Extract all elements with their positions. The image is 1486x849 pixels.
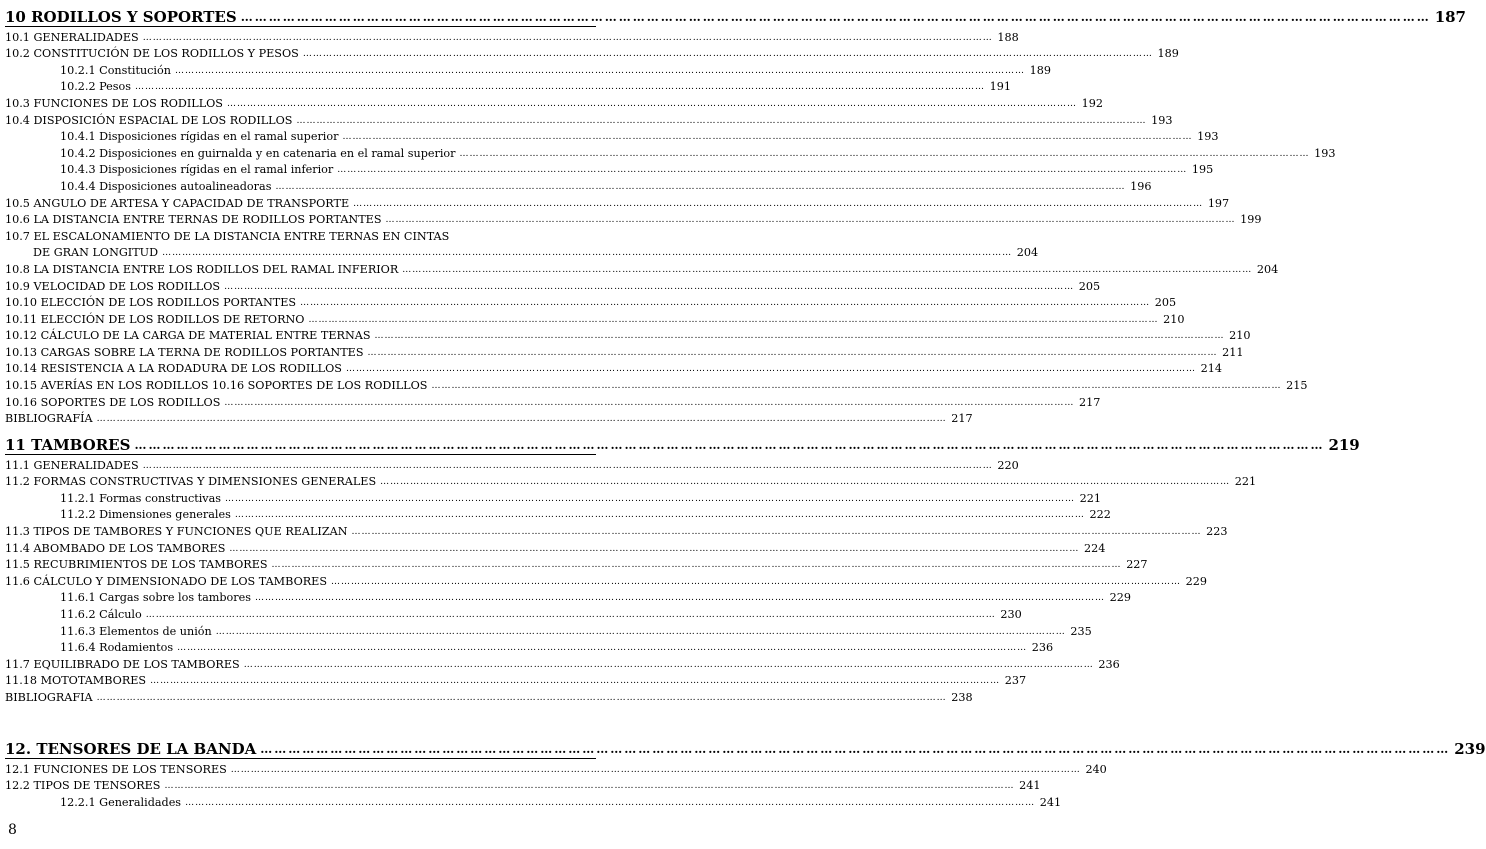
dot-leader [134,436,1324,454]
toc-entry-title: 11.18 MOTOTAMBORES [5,674,147,688]
toc-entry [5,688,973,705]
toc-entry [5,473,1257,490]
dot-leader [164,779,1014,793]
toc-entry-page: 188 [997,30,1019,44]
toc-entry-page: 210 [1229,329,1251,343]
toc-entry [5,522,1228,539]
toc-entry-page: 236 [1098,657,1120,671]
dot-leader [175,64,1025,78]
chapter-heading [5,4,1466,26]
toc-entry-page: 236 [1031,641,1054,655]
toc-entry [5,211,1262,228]
dot-leader [135,80,985,94]
toc-entry-title: 12.2.1 Generalidades [60,795,182,809]
dot-leader [97,412,947,426]
toc-entry-title: BIBLIOGRAFÍA [5,412,93,426]
toc-entry-title: 11.6.2 Cálculo [60,607,142,621]
chapter-title: 12. TENSORES DE LA BANDA [5,740,257,758]
toc-entry [5,360,1222,377]
toc-entry-title: 11.1 GENERALIDADES [5,458,139,472]
chapter-divider [5,758,596,759]
toc-entry [5,244,1039,261]
toc-entry [5,327,1251,344]
toc-entry-page: 193 [1151,113,1173,127]
toc-entry-title: 10.6 LA DISTANCIA ENTRE TERNAS DE RODILLOS PORTANTES [5,213,382,227]
toc-entry-page: 229 [1109,591,1132,605]
toc-entry-page: 241 [1019,779,1041,793]
toc-entry-page: 229 [1185,574,1207,588]
toc-entry-title: 10.2.2 Pesos [60,80,132,94]
toc-entry-page: 197 [1207,196,1230,210]
toc-entry-title: 11.4 ABOMBADO DE LOS TAMBORES [5,541,226,555]
chapter-heading [5,432,1360,454]
toc-entry-page: 195 [1191,163,1214,177]
toc-entry-page: 211 [1222,345,1244,359]
toc-entry [5,227,596,244]
dot-leader [385,213,1235,227]
toc-entry-title: 10.7 EL ESCALONAMIENTO DE LA DISTANCIA ENTRE TERNAS EN CINTAS [5,229,450,243]
toc-entry-title: 10.1 GENERALIDADES [5,30,139,44]
toc-entry [5,622,1092,639]
dot-leader [352,525,1202,539]
dot-leader [143,459,993,473]
toc-entry-page: 222 [1089,508,1111,522]
dot-leader [224,396,1074,410]
toc-entry [5,655,1120,672]
dot-leader [225,492,1075,506]
dot-leader [300,296,1150,310]
chapter-divider [5,26,596,27]
toc-entry-page: 230 [1000,607,1022,621]
toc-entry [5,61,1051,78]
toc-entry [5,294,1177,311]
toc-entry-page: 199 [1240,213,1262,227]
toc-entry-title: 10.4.3 Disposiciones rígidas en el ramal inferior [60,163,334,177]
toc-entry-title: 10.12 CÁLCULO DE LA CARGA DE MATERIAL ENTRE TERNAS [5,329,371,343]
dot-leader [308,313,1158,327]
toc-entry [5,161,1214,178]
dot-leader [229,542,1079,556]
toc-entry [5,376,1308,393]
toc-entry [5,639,1054,656]
toc-entry-page: 192 [1081,96,1103,110]
toc-entry-page: 189 [1157,47,1179,61]
dot-leader [255,591,1105,605]
toc-entry-page: 193 [1314,146,1336,160]
dot-leader [224,280,1074,294]
toc-entry-title: 10.14 RESISTENCIA A LA RODADURA DE LOS RODILLOS [5,362,342,376]
dot-leader [150,674,1000,688]
dot-leader [431,379,1281,393]
dot-leader [380,475,1230,489]
toc-entry [5,556,1148,573]
toc-chapter-section [5,736,1486,810]
toc-entry-title: 10.4.1 Disposiciones rígidas en el ramal superior [60,130,339,144]
toc-entry [5,28,1019,45]
toc-entry-title: 10.16 SOPORTES DE LOS RODILLOS [5,395,221,409]
toc-entry-title: 10.5 ANGULO DE ARTESA Y CAPACIDAD DE TRANSPORTE [5,196,350,210]
toc-entry [5,78,1012,95]
toc-entry-page: 205 [1078,279,1101,293]
toc-entry-title: 10.13 CARGAS SOBRE LA TERNA DE RODILLOS PORTANTES [5,345,364,359]
toc-entry-title: 10.10 ELECCIÓN DE LOS RODILLOS PORTANTES [5,296,297,310]
dot-leader [275,180,1125,194]
toc-entry-title: 10.2.1 Constitución [60,63,171,77]
chapter-title: 10 RODILLOS Y SOPORTES [5,8,237,26]
toc-entry-title: 11.2 FORMAS CONSTRUCTIVAS Y DIMENSIONES GENERALES [5,475,377,489]
dot-leader [244,658,1094,672]
toc-entry-page: 240 [1085,762,1107,776]
dot-leader [177,641,1027,655]
toc-entry-title: 11.6 CÁLCULO Y DIMENSIONADO DE LOS TAMBORES [5,574,327,588]
toc-entry-page: 204 [1256,262,1279,276]
toc-entry-page: 224 [1084,541,1106,555]
toc-entry [5,777,1041,794]
dot-leader [260,740,1450,758]
toc-entry [5,760,1107,777]
dot-leader [97,691,947,705]
toc-entry [5,45,1179,62]
dot-leader [146,608,996,622]
toc-entry-title: 12.2 TIPOS DE TENSORES [5,779,161,793]
toc-entry [5,572,1207,589]
toc-entry-page: 227 [1126,558,1148,572]
toc-entry [5,539,1106,556]
toc-entry [5,410,973,427]
chapter-page: 219 [1328,436,1360,454]
toc-entry-page: 221 [1079,491,1102,505]
toc-entry [5,177,1152,194]
toc-entry-title: 11.2.2 Dimensiones generales [60,508,231,522]
toc-entry-title: 10.4 DISPOSICIÓN ESPACIAL DE LOS RODILLOS [5,113,293,127]
toc-entry [5,456,1019,473]
dot-leader [368,346,1218,360]
toc-entry-page: 241 [1039,795,1062,809]
dot-leader [143,31,993,45]
toc-entry-title: 10.8 LA DISTANCIA ENTRE LOS RODILLOS DEL RAMAL INFERIOR [5,262,399,276]
toc-entry-page: 238 [951,690,973,704]
toc-entry-title: 11.6.4 Rodamientos [60,641,174,655]
toc-entry-title: 10.15 AVERÍAS EN LOS RODILLOS 10.16 SOPORTES DE LOS RODILLOS [5,379,428,393]
toc-entry-title: 10.3 FUNCIONES DE LOS RODILLOS [5,96,223,110]
toc-entry-page: 215 [1286,379,1308,393]
toc-entry [5,793,1062,810]
toc-entry-title: 11.2.1 Formas constructivas [60,491,222,505]
toc-entry-page: 220 [997,458,1019,472]
toc-entry-title: 11.6.3 Elementos de unión [60,624,212,638]
toc-entry-title: 10.4.4 Disposiciones autoalineadoras [60,179,272,193]
toc-entry [5,672,1027,689]
chapter-page: 187 [1434,8,1466,26]
dot-leader [402,263,1252,277]
dot-leader [460,147,1310,161]
page-number: 8 [8,822,17,838]
toc-entry-title: 10.11 ELECCIÓN DE LOS RODILLOS DE RETORNO [5,312,305,326]
toc-entry [5,94,1103,111]
toc-entry-page: 214 [1200,362,1222,376]
toc-entry-title: 11.3 TIPOS DE TAMBORES Y FUNCIONES QUE REALIZAN [5,524,348,538]
dot-leader [216,625,1066,639]
toc-entry-page: 191 [989,80,1012,94]
dot-leader [331,575,1181,589]
dot-leader [272,558,1122,572]
dot-leader [231,763,1081,777]
chapter-title: 11 TAMBORES [5,436,131,454]
dot-leader [235,508,1085,522]
dot-leader [353,197,1203,211]
toc-entry-title: DE GRAN LONGITUD [33,246,159,260]
chapter-page: 239 [1454,740,1486,758]
toc-entry-page: 237 [1004,674,1027,688]
toc-entry [5,194,1230,211]
toc-entry [5,128,1219,145]
toc-entry [5,393,1101,410]
chapter-divider [5,454,596,455]
toc-entry [5,260,1279,277]
toc-entry-page: 204 [1016,246,1039,260]
dot-leader [296,114,1146,128]
toc-entry [5,589,1132,606]
toc-entry-page: 217 [951,412,973,426]
toc-entry-title: 10.2 CONSTITUCIÓN DE LOS RODILLOS Y PESOS [5,47,299,61]
toc-entry-title: 12.1 FUNCIONES DE LOS TENSORES [5,762,227,776]
dot-leader [162,246,1012,260]
toc-entry-page: 193 [1197,130,1219,144]
toc-entry-page: 210 [1163,312,1185,326]
dot-leader [375,329,1225,343]
toc-entry-page: 221 [1234,475,1257,489]
toc-entry-title: BIBLIOGRAFIA [5,690,93,704]
dot-leader [185,796,1035,810]
toc-entry-title: 11.6.1 Cargas sobre los tambores [60,591,252,605]
toc-entry-title: 10.4.2 Disposiciones en guirnalda y en catenaria en el ramal superior [60,146,456,160]
dot-leader [346,362,1196,376]
toc-entry-page: 205 [1154,296,1177,310]
toc-entry-title: 11.7 EQUILIBRADO DE LOS TAMBORES [5,657,240,671]
toc-entry [5,343,1244,360]
toc-entry [5,277,1101,294]
toc-entry-page: 235 [1070,624,1092,638]
toc-entry-title: 10.9 VELOCIDAD DE LOS RODILLOS [5,279,221,293]
dot-leader [227,97,1077,111]
toc-entry-page: 189 [1029,63,1051,77]
dot-leader [337,163,1187,177]
toc-entry [5,144,1336,161]
toc-chapter-section [5,4,1466,426]
toc-entry [5,489,1102,506]
toc-entry [5,506,1111,523]
toc-entry-page: 196 [1130,179,1152,193]
toc-chapter-section [5,432,1360,705]
dot-leader [342,130,1192,144]
toc-entry-title: 11.5 RECUBRIMIENTOS DE LOS TAMBORES [5,558,268,572]
dot-leader [241,8,1431,26]
toc-entry-page: 223 [1206,524,1228,538]
toc-entry [5,605,1022,622]
toc-entry [5,310,1185,327]
chapter-heading [5,736,1486,758]
toc-entry-page: 217 [1079,395,1101,409]
dot-leader [303,47,1153,61]
toc-entry [5,111,1173,128]
